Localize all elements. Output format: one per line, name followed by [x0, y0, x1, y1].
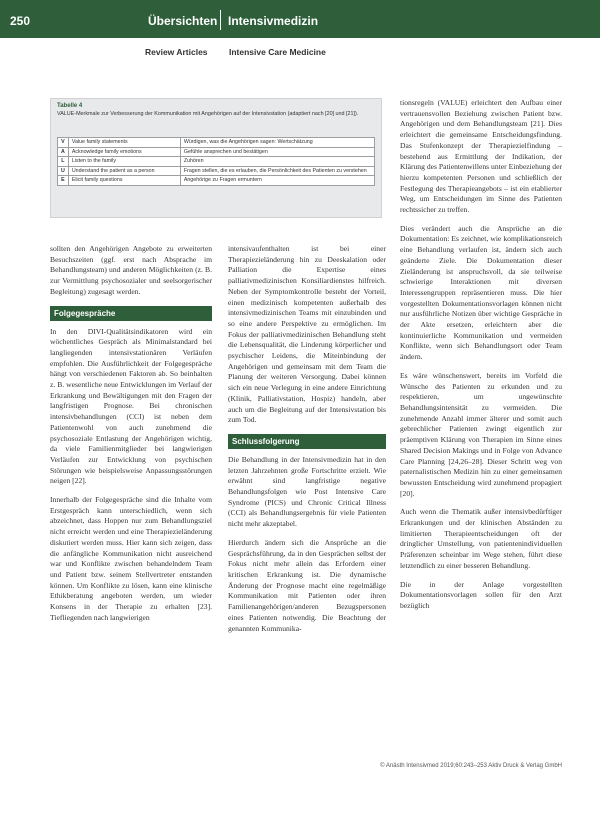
value-table: [57, 137, 375, 186]
row-term: Listen to the family: [68, 157, 180, 167]
paragraph: Die in der Anlage vorgestellten Dokumentationsvorlagen sollen für den Arzt bezüglich: [400, 579, 562, 610]
paragraph: In den DIVI-Qualitätsindikatoren wird ein wöchentliches Gespräch als Minimalstandard bei langliegenden intensivstationären Verläufen empfohlen. Die Ausführlichkeit der Folgegespräche hängt von verschiedenen Faktoren ab. So beinhalten z. B. wesentliche neue Entwicklungen im Verlauf der Erkrankung und Bewältigungen mit den Fragen der langfristigen Prognose. Bei chronischen intensivbehandlungen (CCI) ist neben dem Patientenwohl von auch zunehmend die psychosoziale Entlastung der Angehörigen wichtig, da viele Familienmitglieder bei langwierigen Verläufen zur Entwicklung von psychischen Störungen wie beispielsweise Anpassungsstörungen neigen [22].: [50, 326, 212, 486]
page-number: 250: [10, 14, 31, 28]
header-divider: [220, 10, 221, 30]
copyright-footer: © Anästh Intensivmed 2019;60:243–253 Aktiv Druck & Verlag GmbH: [380, 763, 562, 769]
row-term: Value family statements: [68, 138, 180, 148]
column-2: [228, 244, 386, 634]
paragraph: Es wäre wünschenswert, bereits im Vorfeld die Wünsche des Patienten zu erkunden und zu respektieren, um ungewünschte Behandlungsintensität zu vermeiden. Die zunehmende Anzahl immer älterer und somit auch gebrechlicher Patienten zwingt eigentlich zur präemptiven Klärung von Therapien im Sinne eines Shared Decision Makings und in Folge von Advance Care Planning [24,26–28]. Dieser Schritt weg von paternalistischen Medizin hin zu einer gemeinsamen bewussten Entscheidung wird zunehmend propagiert [20].: [400, 370, 562, 498]
row-term: Elicit family questions: [68, 176, 180, 186]
row-desc: Fragen stellen, die es erlauben, die Persönlichkeit des Patienten zu verstehen: [180, 166, 374, 176]
row-key: V: [58, 138, 69, 148]
paragraph: tionsregeln (VALUE) erleichtert den Aufbau einer vertrauensvollen Beziehung zwischen Patient bzw. Angehörigen und dem Behandlungsteam [21]. Dies erleichtert die gemeinsame Entscheidungsfindung. Das Stufenkonzept der Therapiezielfindung – bestehend aus Ermittlung der Indikation, der Klärung des Patientenwillens unter Einbeziehung der hierzu kompetenten Personen und schließlich der Festlegung des Therapieangebots – ist ein etablierter Weg, um Entscheidungen im Sinne des Patienten rechtssicher zu treffen.: [400, 98, 562, 215]
table-label: Tabelle 4: [57, 103, 83, 109]
heading-folgegespraeche: Folgegespräche: [50, 306, 212, 321]
row-desc: Gefühle ansprechen und bestätigen: [180, 147, 374, 157]
row-term: Acknowledge family emotions: [68, 147, 180, 157]
row-desc: Angehörige zu Fragen ermuntern: [180, 176, 374, 186]
row-key: U: [58, 166, 69, 176]
table-caption: VALUE-Merkmale zur Verbesserung der Kommunikation mit Angehörigen auf der Intensivstation (adaptiert nach [20] und [21]).: [57, 111, 359, 117]
heading-schlussfolgerung: Schlussfolgerung: [228, 434, 386, 449]
value-table-box: [50, 98, 382, 218]
paragraph: Innerhalb der Folgegespräche sind die Inhalte vom Erstgespräch kann unterschiedlich, wenn sich abzeichnet, dass Hoppen nur zum Behandlungsziel nicht erreicht werden und eine Therapiezieländerung diskutiert werden muss. Hier kann sich zeigen, dass die anfängliche Kommunikation nicht ausreichend war und Konflikte zwischen behandelndem Team und Patient bzw. seinem Stellvertreter entstanden können. Um Konflikte zu lösen, kann eine klinische Ethikberatung angeboten werden, um wieder Konsens in der Therapie zu erhalten [23]. Tiefliegenden nach langwierigen: [50, 495, 212, 622]
row-term: Understand the patient as a person: [68, 166, 180, 176]
row-key: E: [58, 176, 69, 186]
section-title-en: Review Articles: [145, 47, 208, 57]
table-row: [58, 157, 375, 167]
paragraph: Dies verändert auch die Ansprüche an die Dokumentation: Es zeichnet, wie komplikationsreich eine Behandlung verlaufen ist, ändern sich auch geänderte Ziele. Die Dokumentation dieser Zieländerung ist anspruchsvoll, da sie teilweise schwierige Interaktionen mit diversen Interessengruppen repräsentieren muss. Die hier vorgestellten Dokumentationsvorlagen können nicht nur ausführliche Notizen über wichtige Gespräche in der Akte ersetzen, erleichtern aber die kontinuierliche Kommunikation und vermeiden Konflikte, wenn sich Behandlungsort oder Team ändern.: [400, 223, 562, 362]
table-row: [58, 166, 375, 176]
paragraph: Die Behandlung in der Intensivmedizin hat in den letzten Jahrzehnten große Fortschritte erzielt. Wie erwähnt sind langfristige negative Behandlungsfolgen wie Post Intensive Care Syndrome (PICS) und Chronic Critical Illness (CCI) als Behandlungsergebnis für viele Patienten nicht mehr akzeptabel.: [228, 454, 386, 529]
table-row: [58, 176, 375, 186]
row-key: A: [58, 147, 69, 157]
paragraph: Auch wenn die Thematik außer intensivbedürftiger Erkrankungen und der klinischen Abständen zu limitierten Therapieentscheidungen oft der dringlicher Umstellung, von patientenindividuellen Präferenzen scheinbar im Wege stehen, führt diese letztendlich zu einer besseren Behandlung.: [400, 507, 562, 570]
row-desc: Würdigen, was die Angehörigen sagen: Wertschätzung: [180, 138, 374, 148]
column-1: [50, 244, 212, 624]
paragraph: intensivaufenthalten ist bei einer Therapiezieländerung hin zu Deeskalation oder Palliation die Expertise eines palliativmedizinischen Konsiliardienstes hilfreich. Neben der Symptomkontrolle besteht der Vorteil, einen medizinisch kompetenten außerhalb des intensivmedizinischen Teams mit einzubinden und so eine andere Perspektive zu ermöglichen. Im Fokus der palliativmedizinischen Behandlung steht die Lebensqualität, die Linderung körperlicher und psychischer Leidens, die Miteinbindung der Angehörigen und gemeinsam mit dem Team die Planung der weiteren Versorgung. Dabei können sich ein neue Verlegung in eine andere Einrichtung (Klinik, Palliativstation, Hospiz) handeln, aber auch um die Begleitung auf der Intensivstation bis zum Tod.: [228, 244, 386, 425]
table-row: [58, 138, 375, 148]
paragraph: Hierdurch ändern sich die Ansprüche an die Gesprächsführung, da in den Gesprächen selbst der Fokus nicht mehr allein das Erfordern einer kritischen Erkrankung ist. Die dynamische Änderung der Prognose macht eine regelmäßige Kommunikation mit Patienten oder ihren Familienangehörigen/anderen Bezugspersonen eines Patienten notwendig. Die Beachtung der genannten Kommunika-: [228, 537, 386, 633]
topic-title: Intensivmedizin: [228, 14, 319, 28]
section-title: Übersichten: [148, 14, 218, 28]
row-key: L: [58, 157, 69, 167]
topic-title-en: Intensive Care Medicine: [229, 47, 326, 57]
row-desc: Zuhören: [180, 157, 374, 167]
table-row: [58, 147, 375, 157]
column-3: [400, 98, 562, 612]
paragraph: sollten den Angehörigen Angebote zu erweiterten Besuchszeiten (ggf. erst nach Absprache im Behandlungsteam) und anderen Möglichkeiten (z. B. zur Vermittlung psychosozialer und seelsorgerischer Begleitung) zugesagt werden.: [50, 244, 212, 296]
header-band: [0, 0, 600, 38]
